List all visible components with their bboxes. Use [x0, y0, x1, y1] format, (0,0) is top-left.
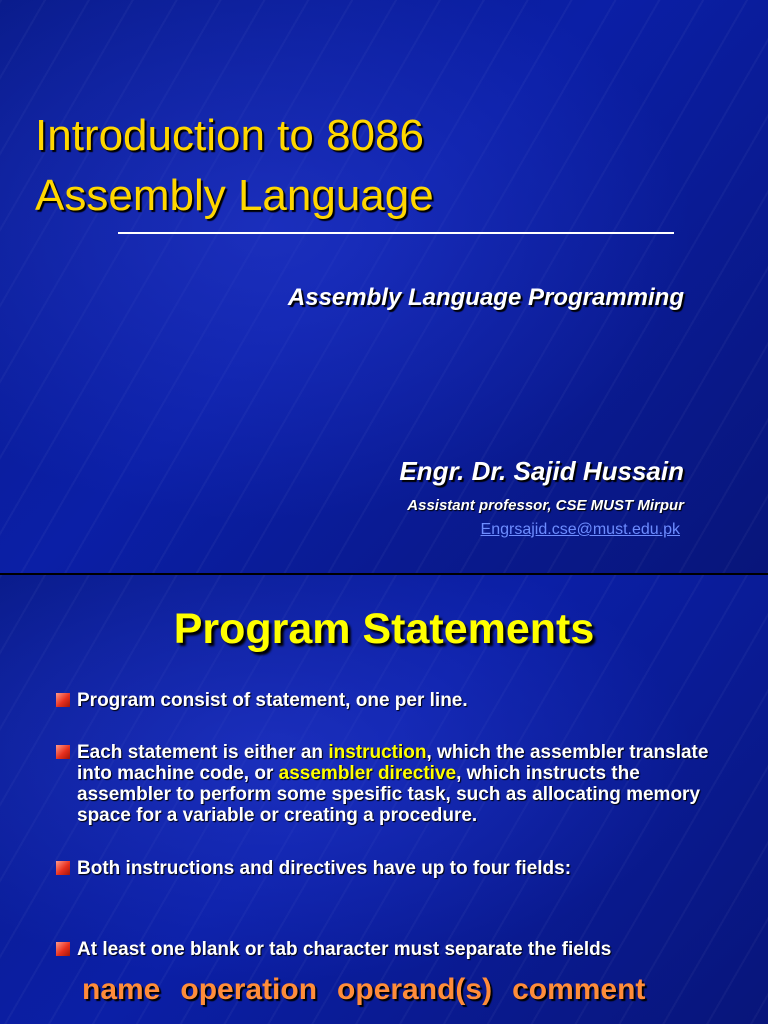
- slide-subtitle: Assembly Language Programming: [287, 284, 684, 311]
- bullet-text-part: , which the assembler translate into machine code, or: [77, 742, 709, 784]
- field-operation: operation: [180, 973, 318, 1006]
- author-position: Assistant professor, CSE MUST Mirpur: [407, 497, 684, 514]
- author-name: Engr. Dr. Sajid Hussain: [399, 456, 684, 486]
- statement-fields: [82, 973, 645, 1007]
- field-name: name: [82, 973, 161, 1006]
- title-underline: [118, 232, 674, 234]
- bullet-square-icon: [56, 942, 70, 956]
- bullet-item: [56, 858, 736, 879]
- program-statements-slide: [0, 575, 768, 1024]
- bullet-item: [56, 939, 736, 960]
- field-comment: comment: [512, 973, 646, 1006]
- bullet-text-part: Each statement is either an: [77, 742, 329, 763]
- field-operands: operand(s): [337, 973, 493, 1006]
- bullet-square-icon: [56, 745, 70, 759]
- bullet-text-part: , which instructs the assembler to perform some spesific task, such as allocating memory space for a variable or creating a procedure.: [77, 763, 701, 826]
- bullet-square-icon: [56, 861, 70, 875]
- bullet-item: [56, 742, 736, 826]
- highlight-assembler-directive: assembler directive: [278, 763, 457, 784]
- highlight-instruction: instruction: [328, 742, 427, 763]
- title-line-1: Introduction to 8086: [35, 111, 424, 160]
- bullet-text: Both instructions and directives have up to four fields:: [77, 858, 572, 879]
- slide-heading: Program Statements: [173, 605, 595, 653]
- bullet-text: At least one blank or tab character must separate the fields: [77, 939, 612, 960]
- bullet-item: [56, 690, 736, 711]
- bullet-text: [77, 742, 736, 826]
- bullet-square-icon: [56, 693, 70, 707]
- bullet-text: Program consist of statement, one per line.: [77, 690, 468, 711]
- author-email-link[interactable]: Engrsajid.cse@must.edu.pk: [480, 521, 680, 538]
- slide-title: [35, 106, 434, 226]
- title-line-2: Assembly Language: [35, 171, 434, 220]
